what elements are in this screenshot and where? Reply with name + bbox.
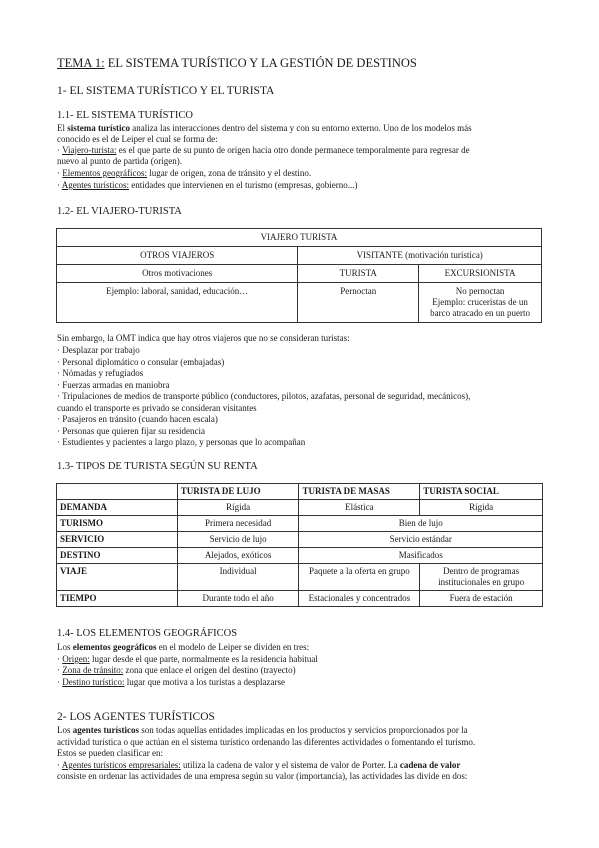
table-cell: Individual <box>177 564 299 591</box>
section-1-heading: 1- EL SISTEMA TURÍSTICO Y EL TURISTA <box>57 85 275 97</box>
paragraph: Los agentes turísticos son todas aquellas entidades implicadas en los productos y servicios proporcionados por la <box>57 725 468 735</box>
subsection-1-3-heading: 1.3- TIPOS DE TURISTA SEGÚN SU RENTA <box>57 461 258 472</box>
list-item: · Zona de tránsito: zona que enlace el origen del destino (trayecto) <box>57 665 296 675</box>
list-item: · Destino turístico: lugar que motiva a los turistas a desplazarse <box>57 677 285 687</box>
list-item: · Nómadas y refugiados <box>57 368 144 378</box>
table-header: TURISTA DE LUJO <box>177 484 299 500</box>
subsection-1-2-heading: 1.2- EL VIAJERO-TURISTA <box>57 206 182 217</box>
list-item: · Agentes turísticos empresariales: utiliza la cadena de valor y el sistema de valor de Porter. La cadena de valor <box>57 760 461 770</box>
list-item-continuation: nuevo al punto de partida (origen). <box>57 156 182 166</box>
paragraph: El sistema turístico analiza las interacciones dentro del sistema y con su entorno externo. Uno de los modelos más <box>57 123 472 133</box>
table-cell: TURISTA <box>298 265 419 283</box>
list-item: · Viajero-turista: es el que parte de su punto de origen hacia otro donde permanece temporalmente para regresar de <box>57 145 470 155</box>
list-item: · Desplazar por trabajo <box>57 345 140 355</box>
list-item-continuation: cuando el transporte es privado se consideran visitantes <box>57 403 257 413</box>
subsection-1-1-heading: 1.1- EL SISTEMA TURÍSTICO <box>57 110 193 121</box>
table-header: VIAJERO TURISTA <box>57 229 542 247</box>
table-cell: Bien de lujo <box>299 516 543 532</box>
document-title <box>57 56 417 71</box>
subsection-1-4-heading: 1.4- LOS ELEMENTOS GEOGRÁFICOS <box>57 628 238 639</box>
list-item: · Elementos geográficos: lugar de origen, zona de tránsito y el destino. <box>57 168 312 178</box>
paragraph-line: Estos se pueden clasificar en: <box>57 748 163 758</box>
table-cell: Rígida <box>177 500 299 516</box>
table-cell: Servicio estándar <box>299 532 543 548</box>
table-cell: Durante todo el año <box>177 591 299 607</box>
table-cell: Ejemplo: laboral, sanidad, educación… <box>57 283 298 323</box>
row-label: VIAJE <box>57 564 178 591</box>
list-item: · Tripulaciones de medios de transporte público (conductores, pilotos, azafatas, personal de seguridad, mecánicos), <box>57 391 471 401</box>
row-label: DEMANDA <box>57 500 178 516</box>
row-label: TURISMO <box>57 516 178 532</box>
table-cell: OTROS VIAJEROS <box>57 247 298 265</box>
table-cell: VISITANTE (motivación turística) <box>298 247 542 265</box>
section-2-heading: 2- LOS AGENTES TURÍSTICOS <box>57 711 215 723</box>
table-cell: No pernoctan Ejemplo: cruceristas de un barco atracado en un puerto <box>419 283 542 323</box>
table-cell: Fuera de estación <box>420 591 543 607</box>
table-header: TURISTA SOCIAL <box>420 484 543 500</box>
title-text: EL SISTEMA TURÍSTICO Y LA GESTIÓN DE DESTINOS <box>104 56 417 70</box>
row-label: DESTINO <box>57 548 178 564</box>
viajero-turista-table <box>56 228 542 323</box>
table-cell: Estacionales y concentrados <box>299 591 420 607</box>
table-cell: Alejados, exóticos <box>177 548 299 564</box>
table-cell: Primera necesidad <box>177 516 299 532</box>
list-item: · Fuerzas armadas en maniobra <box>57 380 170 390</box>
row-label: TIEMPO <box>57 591 178 607</box>
list-item: · Estudientes y pacientes a largo plazo, y personas que lo acompañan <box>57 437 306 447</box>
paragraph: Los elementos geográficos en el modelo de Leiper se dividen en tres: <box>57 642 310 652</box>
paragraph-line: actividad turística o que actúan en el sistema turístico ordenando las diferentes actividades o fomentando el turismo. <box>57 737 476 747</box>
table-cell: Dentro de programas institucionales en grupo <box>420 564 543 591</box>
table-cell: Paquete a la oferta en grupo <box>299 564 420 591</box>
table-cell: EXCURSIONISTA <box>419 265 542 283</box>
list-item: · Origen: lugar desde el que parte, normalmente es la residencia habitual <box>57 654 318 664</box>
list-item: · Pasajeros en tránsito (cuando hacen escala) <box>57 414 218 424</box>
table-cell: Rígida <box>420 500 543 516</box>
list-item: · Personas que quieren fijar su residencia <box>57 426 205 436</box>
list-item: · Agentes turísticos: entidades que intervienen en el turismo (empresas, gobierno...) <box>57 180 358 190</box>
list-item: · Personal diplomático o consular (embajadas) <box>57 357 225 367</box>
table-cell: Otros motivaciones <box>57 265 298 283</box>
table-cell: Pernoctan <box>298 283 419 323</box>
paragraph-line: conocido es el de Leiper el cual se forma de: <box>57 134 218 144</box>
paragraph: Sin embargo, la OMT indica que hay otros viajeros que no se consideran turistas: <box>57 333 350 343</box>
row-label: SERVICIO <box>57 532 178 548</box>
table-cell: Elástica <box>299 500 420 516</box>
table-header <box>57 484 178 500</box>
list-item-continuation: consiste en ordenar las actividades de una empresa según su valor (importancia), las actividades las divide en dos: <box>57 771 468 781</box>
tipos-turista-table <box>56 483 543 607</box>
title-prefix: TEMA 1: <box>57 56 105 70</box>
table-header: TURISTA DE MASAS <box>299 484 420 500</box>
table-cell: Masificados <box>299 548 543 564</box>
table-cell: Servicio de lujo <box>177 532 299 548</box>
